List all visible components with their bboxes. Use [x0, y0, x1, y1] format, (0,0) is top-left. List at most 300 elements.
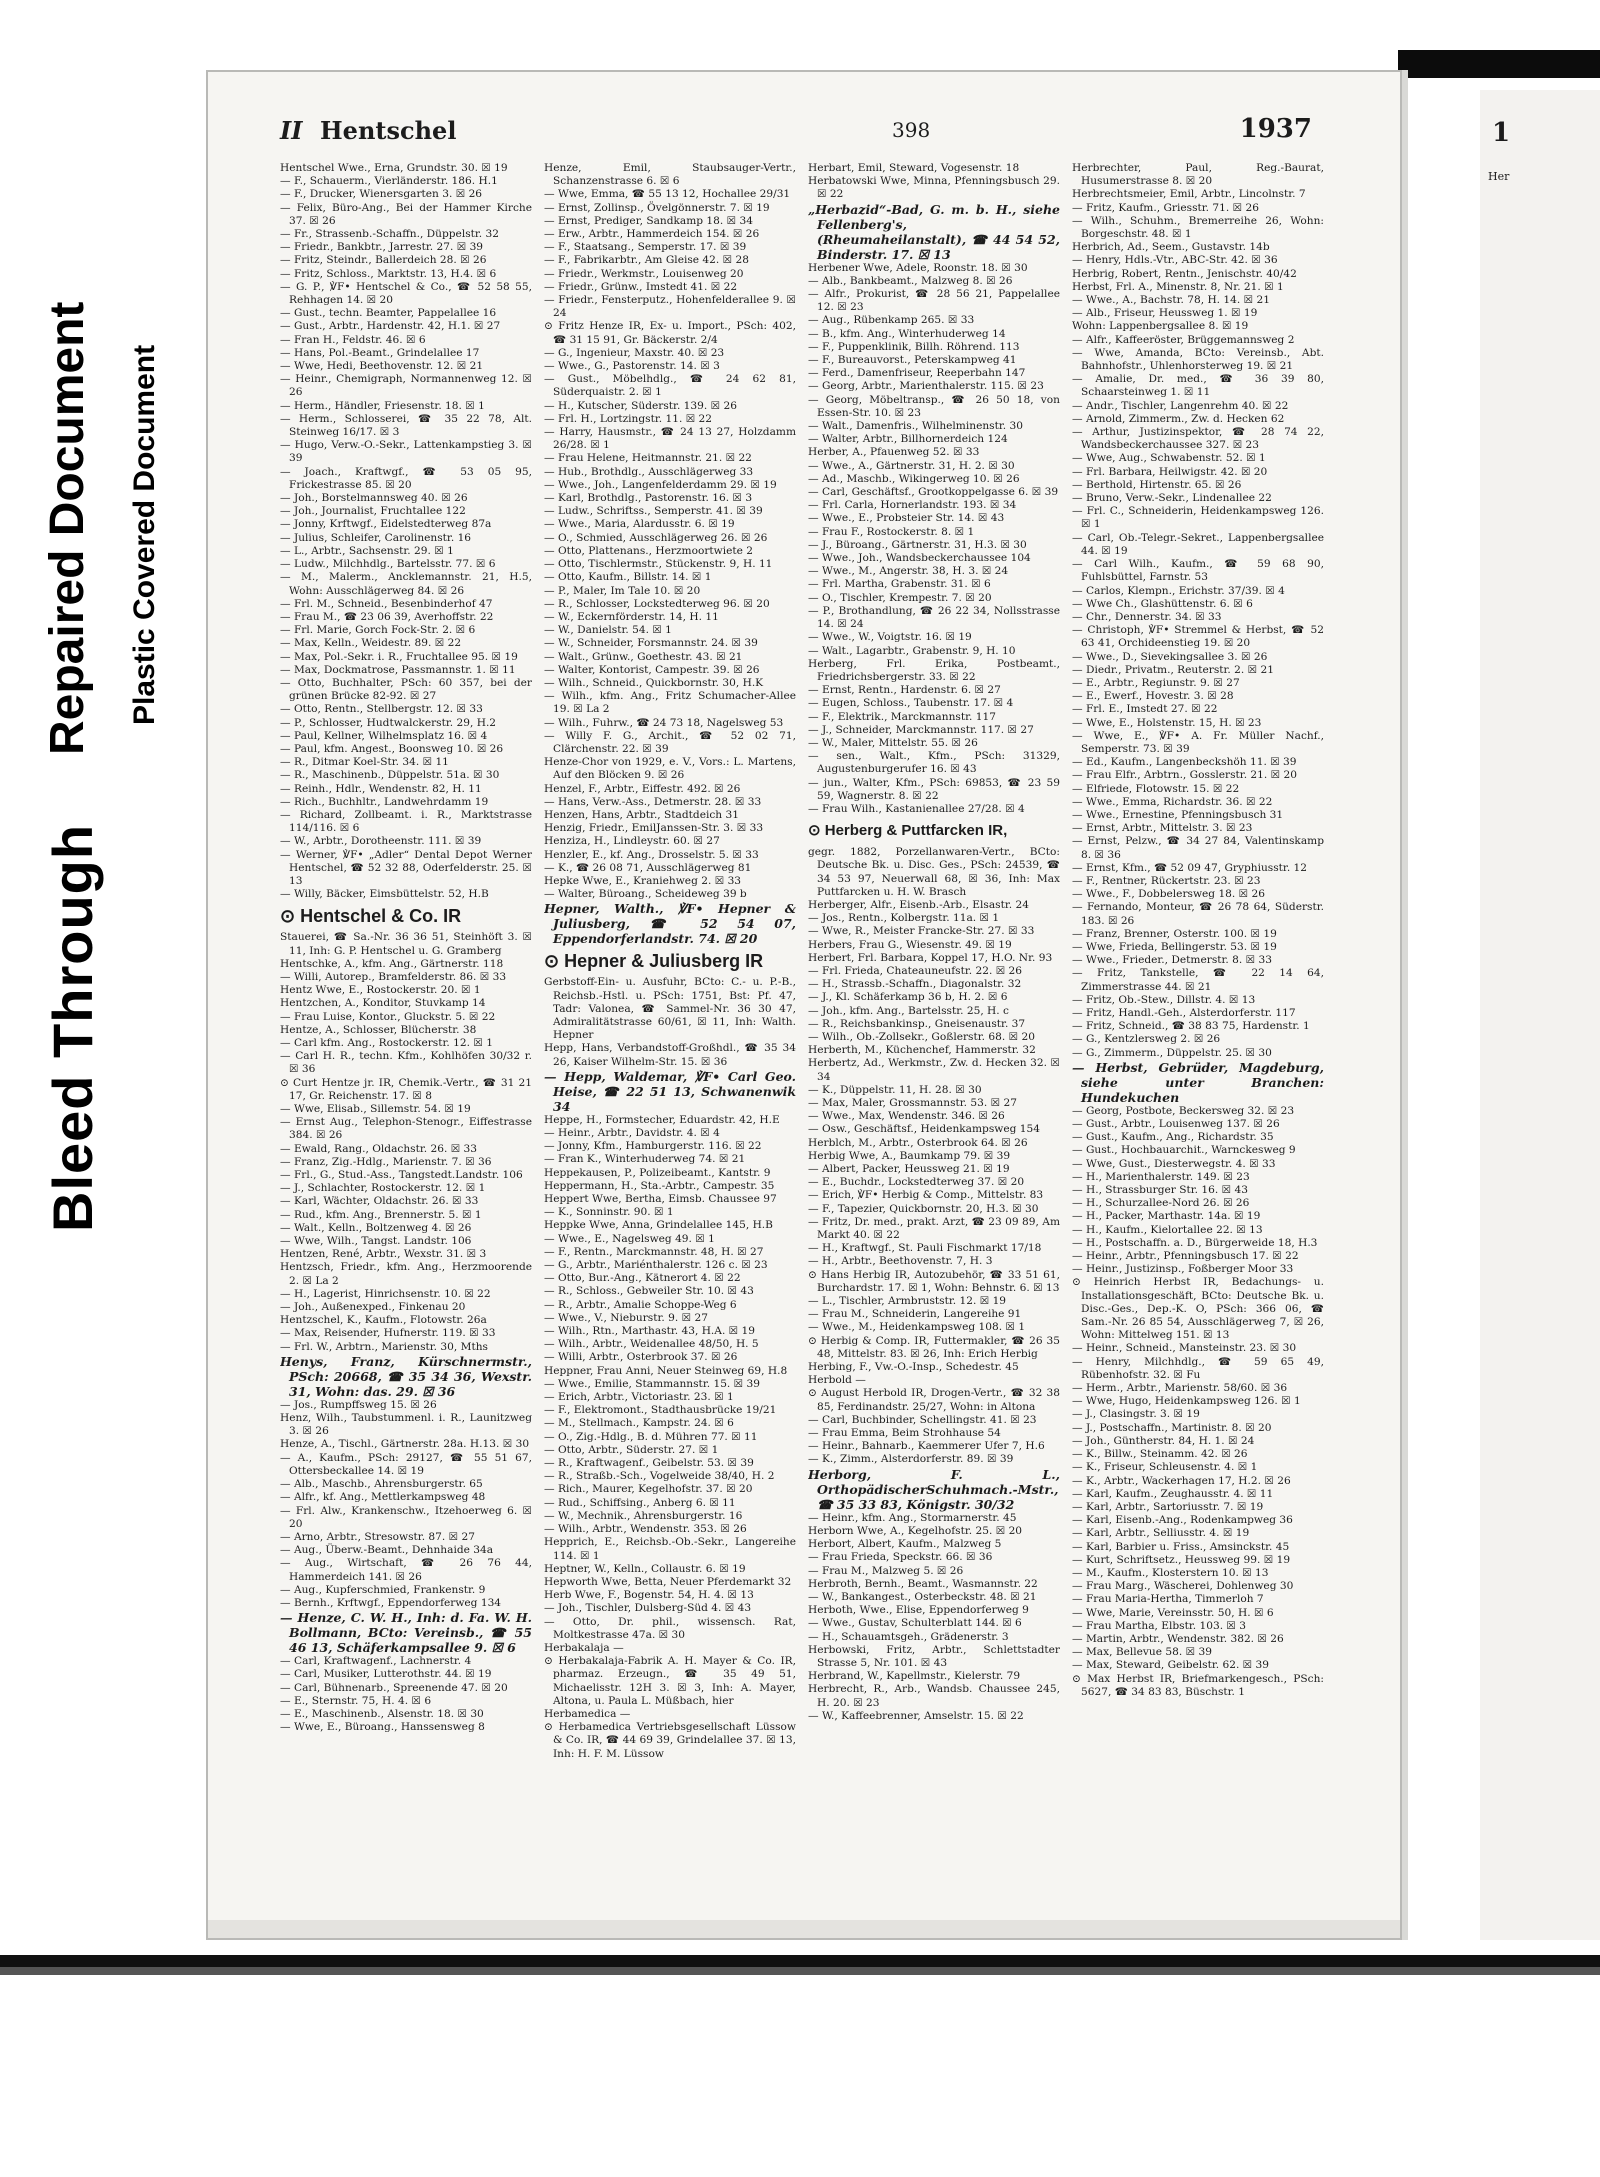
- directory-entry: ⊙ Max Herbst IR, Briefmarkengesch., PSch: 5627, ☎ 34 83 83, Büschstr. 1: [1072, 1672, 1324, 1698]
- directory-entry: Herbroth, Bernh., Beamt., Wasmannstr. 22: [808, 1577, 1038, 1590]
- directory-entry: — Georg, Möbeltransp., ☎ 26 50 18, von Essen-Str. 10. ☒ 23: [808, 393, 1060, 419]
- column-1: [280, 162, 532, 1912]
- next-page-fragment: Her: [1488, 170, 1510, 183]
- directory-entry: — Friedr., Grünw., Imstedt 41. ☒ 22: [544, 280, 738, 293]
- directory-entry: — Max, Dockmatrose, Passmannstr. 1. ☒ 11: [280, 663, 516, 676]
- directory-entry: — Wwe., M., Angerstr. 38, H. 3. ☒ 24: [808, 565, 1009, 578]
- directory-entry: Stauerei, ☎ Sa.-Nr. 36 36 51, Steinhöft 3. ☒ 11, Inh: G. P. Hentschel u. G. Gramberg: [280, 931, 532, 957]
- directory-entry: — H., Strassb.-Schaffn., Diagonalstr. 32: [808, 978, 1022, 991]
- directory-entry: Hentzschel, K., Kaufm., Flotowstr. 26a: [280, 1314, 487, 1327]
- directory-entry: — Wwe, Frieda, Bellingerstr. 53. ☒ 19: [1072, 940, 1277, 953]
- scan-bottom-shadow: [0, 1967, 1600, 1975]
- directory-entry: — R., Maschinenb., Düppelstr. 51a. ☒ 30: [280, 769, 500, 782]
- directory-entry: — W., Kaffeebrenner, Amselstr. 15. ☒ 22: [808, 1709, 1024, 1722]
- directory-entry: Henzler, E., kf. Ang., Drosselstr. 5. ☒ 33: [544, 848, 759, 861]
- directory-entry: — Alfr., Prokurist, ☎ 28 56 21, Pappelallee 12. ☒ 23: [808, 288, 1060, 314]
- directory-entry: — Ludw., Schriftss., Semperstr. 41. ☒ 39: [544, 505, 763, 518]
- directory-entry: — M., Stellmach., Kampstr. 24. ☒ 6: [544, 1417, 734, 1430]
- directory-entry: — H., Kraftwgf., St. Pauli Fischmarkt 17/18: [808, 1242, 1042, 1255]
- directory-entry: — Friedr., Bankbtr., Jarrestr. 27. ☒ 39: [280, 241, 484, 254]
- directory-entry: — Harry, Hausmstr., ☎ 24 13 27, Holzdamm 26/28. ☒ 1: [544, 426, 796, 452]
- directory-entry: — Julius, Schleifer, Carolinenstr. 16: [280, 531, 472, 544]
- directory-entry: — F., Rentn., Marckmannstr. 48, H. ☒ 27: [544, 1245, 764, 1258]
- directory-entry: — Otto, Arbtr., Süderstr. 27. ☒ 1: [544, 1443, 719, 1456]
- directory-entry: — Erich, ℣F• Herbig & Comp., Mittelstr. 83: [808, 1189, 1044, 1202]
- directory-entry: — Otto, Tischlermstr., Stückenstr. 9, H. 11: [544, 558, 773, 571]
- directory-entry: — Reinh., Hdlr., Wendenstr. 82, H. 11: [280, 782, 482, 795]
- directory-entry: — Max, Steward, Geibelstr. 62. ☒ 39: [1072, 1659, 1270, 1672]
- directory-entry: — Joach., Kraftwgf., ☎ 53 05 95, Frickestrasse 85. ☒ 20: [280, 465, 532, 491]
- directory-entry: — Heinr., kfm. Ang., Stormarnerstr. 45: [808, 1511, 1017, 1524]
- directory-entry: — Fernando, Monteur, ☎ 26 78 64, Süderstr. 183. ☒ 26: [1072, 901, 1324, 927]
- directory-entry: — Frl. Barbara, Heilwigstr. 42. ☒ 20: [1072, 465, 1268, 478]
- directory-entry: — P., Brothandlung, ☎ 26 22 34, Nollsstrasse 14. ☒ 24: [808, 604, 1060, 631]
- directory-entry: — Wwe., Maria, Alardusstr. 6. ☒ 19: [544, 518, 735, 531]
- directory-entry: — R., Reichsbankinsp., Gneisenaustr. 37: [808, 1017, 1026, 1030]
- directory-entry: — Herbst, Gebrüder, Magdeburg, siehe unter Branchen: Hundekuchen: [1072, 1059, 1324, 1105]
- directory-entry: Herbart, Emil, Steward, Vogesenstr. 18: [808, 162, 1020, 174]
- directory-entry: — H., Schurzallee-Nord 26. ☒ 26: [1072, 1197, 1250, 1210]
- directory-entry: — G. P., ℣F• Hentschel & Co., ☎ 52 58 55, Rehhagen 14. ☒ 20: [280, 280, 532, 307]
- directory-entry: — Wwe., Ernestine, Pfenningsbusch 31: [1072, 808, 1284, 821]
- directory-entry: Hentz Wwe, E., Rostockerstr. 20. ☒ 1: [280, 984, 481, 997]
- directory-entry: — Frau F., Rostockerstr. 8. ☒ 1: [808, 525, 975, 538]
- directory-entry: — F., Puppenklinik, Billh. Röhrend. 113: [808, 340, 1020, 353]
- scan-top-margin: [0, 0, 1600, 50]
- directory-entry: — Wwe., F., Dobbelersweg 18. ☒ 26: [1072, 888, 1265, 901]
- directory-entry: — Herm., Händler, Friesenstr. 18. ☒ 1: [280, 399, 485, 412]
- directory-entry: — Joh., Güntherstr. 84, H. 1. ☒ 24: [1072, 1434, 1255, 1447]
- directory-entry: — Frl. E., Imstedt 27. ☒ 22: [1072, 703, 1218, 716]
- directory-entry: — Alfr., kf. Ang., Mettlerkampsweg 48: [280, 1491, 486, 1504]
- directory-entry: — Ernst, Zollinsp., Övelgönnerstr. 7. ☒ 19: [544, 201, 770, 214]
- directory-entry: — Wwe., E., Nagelsweg 49. ☒ 1: [544, 1232, 715, 1245]
- directory-entry: — J., Schlachter, Rostockerstr. 12. ☒ 1: [280, 1182, 486, 1195]
- directory-entry: — jun., Walter, Kfm., PSch: 69853, ☎ 23 59 59, Wagnerstr. 8. ☒ 22: [808, 776, 1060, 802]
- directory-entry: — K., ☎ 26 08 71, Ausschlägerweg 81: [544, 861, 752, 874]
- directory-entry: Hepner, Walth., ℣F• Hepner & Juliusberg, ☎ 52 54 07, Eppendorferlandstr. 74. ☒ 20: [544, 901, 796, 947]
- directory-entry: — Otto, Kaufm., Billstr. 14. ☒ 1: [544, 571, 712, 584]
- directory-entry: — Hugo, Verw.-O.-Sekr., Lattenkampstieg 3. ☒ 39: [280, 439, 532, 465]
- directory-entry: — Wilh., Arbtr., Weidenallee 48/50, H. 5: [544, 1338, 759, 1351]
- directory-entry: — Rich., Buchhltr., Landwehrdamm 19: [280, 795, 489, 808]
- directory-entry: — H., Postschaffn. a. D., Bürgerweide 18, H.3: [1072, 1236, 1318, 1249]
- directory-entry: — R., Arbtr., Amalie Schoppe-Weg 6: [544, 1298, 737, 1311]
- directory-entry: — sen., Walt., Kfm., PSch: 31329, Augustenburgerufer 16. ☒ 43: [808, 750, 1060, 776]
- directory-entry: Herberth, M., Küchenchef, Hammerstr. 32: [808, 1044, 1036, 1057]
- directory-entry: — Aug., Wirtschaft, ☎ 26 76 44, Hammerdeich 141. ☒ 26: [280, 1557, 532, 1583]
- directory-entry: — Wwe., A., Gärtnerstr. 31, H. 2. ☒ 30: [808, 459, 1015, 472]
- directory-entry: — Ferd., Damenfriseur, Reeperbahn 147: [808, 367, 1026, 380]
- directory-entry: Henzig, Friedr., EmilJanssen-Str. 3. ☒ 33: [544, 822, 764, 835]
- directory-entry: — Wwe, Gust., Diesterwegstr. 4. ☒ 33: [1072, 1157, 1276, 1170]
- directory-entry: — Fritz, Schloss., Marktstr. 13, H.4. ☒ 6: [280, 267, 497, 280]
- directory-entry: — Max, Bellevue 58. ☒ 39: [1072, 1646, 1212, 1659]
- directory-entry: — Henry, Milchhdlg., ☎ 59 65 49, Rübenhofstr. 32. ☒ Fu: [1072, 1355, 1324, 1381]
- directory-entry: — F., Drucker, Wienersgarten 3. ☒ 26: [280, 188, 483, 201]
- directory-entry: — Walt., Lagarbtr., Grabenstr. 9, H. 10: [808, 644, 1016, 657]
- directory-entry: — Carl, Bühnenarb., Spreenende 47. ☒ 20: [280, 1681, 508, 1694]
- directory-entry: — K., Sonninstr. 90. ☒ 1: [544, 1206, 674, 1219]
- directory-entry: — R., Straßb.-Sch., Vogelweide 38/40, H. 2: [544, 1470, 775, 1483]
- directory-entry: — Paul, kfm. Angest., Boonsweg 10. ☒ 26: [280, 742, 504, 755]
- directory-entry: — Alb., Maschb., Ahrensburgerstr. 65: [280, 1478, 483, 1491]
- directory-entry: — Gust., techn. Beamter, Pappelallee 16: [280, 307, 497, 320]
- directory-entry: — Franz, Brenner, Osterstr. 100. ☒ 19: [1072, 927, 1277, 940]
- directory-entry: — Wwe, Marie, Vereinsstr. 50, H. ☒ 6: [1072, 1606, 1274, 1619]
- directory-entry: — Martin, Arbtr., Wendenstr. 382. ☒ 26: [1072, 1632, 1284, 1645]
- directory-entry: — F., Staatsang., Semperstr. 17. ☒ 39: [544, 241, 747, 254]
- directory-entry: — Wwe., V., Nieburstr. 9. ☒ 27: [544, 1311, 708, 1324]
- directory-entry: — Jonny, Kfm., Hamburgerstr. 116. ☒ 22: [544, 1140, 762, 1153]
- directory-entry: Heppke Wwe, Anna, Grindelallee 145, H.B: [544, 1219, 773, 1232]
- directory-entry: — E., Sternstr. 75, H. 4. ☒ 6: [280, 1694, 432, 1707]
- directory-entry: Heppert Wwe, Bertha, Eimsb. Chaussee 97: [544, 1193, 777, 1206]
- directory-entry: — Eugen, Schloss., Taubenstr. 17. ☒ 4: [808, 697, 1014, 710]
- directory-entry: ⊙ Hans Herbig IR, Autozubehör, ☎ 33 51 61, Burchardstr. 17. ☒ 1, Wohn: Behnstr. 6. ☒ 13: [808, 1268, 1060, 1294]
- directory-entry: — Arno, Arbtr., Stresowstr. 87. ☒ 27: [280, 1530, 475, 1543]
- directory-entry: — Fran K., Winterhuderweg 74. ☒ 21: [544, 1153, 746, 1166]
- directory-entry: — G., Arbtr., Mariénthalerstr. 126 c. ☒ 23: [544, 1259, 768, 1272]
- directory-entry: — W., Schneider, Forsmannstr. 24. ☒ 39: [544, 637, 758, 650]
- directory-entry: — Frl. Alw., Krankenschw., Itzehoerweg 6. ☒ 20: [280, 1504, 532, 1530]
- directory-entry: — Andr., Tischler, Langenrehm 40. ☒ 22: [1072, 399, 1289, 412]
- directory-entry: — E., Arbtr., Regiunstr. 9. ☒ 27: [1072, 676, 1240, 689]
- directory-entry: — Osw., Geschäftsf., Heidenkampsweg 154: [808, 1123, 1040, 1136]
- directory-entry: — Frau Wilh., Kastanienallee 27/28. ☒ 4: [808, 802, 1025, 815]
- directory-entry: — Bruno, Verw.-Sekr., Lindenallee 22: [1072, 492, 1272, 505]
- directory-entry: — F., Elektromont., Stadthausbrücke 19/21: [544, 1404, 777, 1417]
- directory-entry: — Frau Maria-Hertha, Timmerloh 7: [1072, 1593, 1264, 1606]
- directory-entry: — Alb., Friseur, Heussweg 1. ☒ 19: [1072, 307, 1258, 320]
- directory-entry: Heppermann, H., Sta.-Arbtr., Campestr. 35: [544, 1179, 775, 1192]
- directory-entry: — Carlos, Klempn., Erichstr. 37/39. ☒ 4: [1072, 584, 1285, 597]
- directory-entry: — Wilh., Ob.-Zollsekr., Goßlerstr. 68. ☒ 20: [808, 1030, 1035, 1043]
- directory-entry: ⊙ Hentschel & Co. IR: [280, 906, 462, 927]
- directory-entry: — Henze, C. W. H., Inh: d. Fa. W. H. Bollmann, BCto: Vereinsb., ☎ 55 46 13, Schäferkampsallee 9. ☒ 6: [280, 1610, 532, 1656]
- directory-entry: — Karl, Kaufm., Zeughausstr. 4. ☒ 11: [1072, 1487, 1274, 1500]
- directory-entry: Herbener Wwe, Adele, Roonstr. 18. ☒ 30: [808, 261, 1028, 274]
- directory-entry: — O., Zig.-Hdlg., B. d. Mühren 77. ☒ 11: [544, 1430, 758, 1443]
- directory-entry: — J., Büroang., Gärtnerstr. 31, H.3. ☒ 30: [808, 538, 1027, 551]
- directory-entry: — F., Schauerm., Vierländerstr. 186. H.1: [280, 175, 498, 188]
- directory-entry: — Wwe, Emma, ☎ 55 13 12, Hochallee 29/31: [544, 188, 791, 201]
- directory-entry: ⊙ Herberg & Puttfarcken IR,: [808, 822, 1008, 840]
- directory-entry: — F., Tapezier, Quickbornstr. 20, H.3. ☒ 30: [808, 1202, 1039, 1215]
- directory-entry: — Karl, Arbtr., Sartoriusstr. 7. ☒ 19: [1072, 1500, 1264, 1513]
- directory-entry: — Carl Wilh., Kaufm., ☎ 59 68 90, Fuhlsbüttel, Farnstr. 53: [1072, 558, 1324, 584]
- directory-entry: — Heinr., Schneid., Mansteinstr. 23. ☒ 30: [1072, 1342, 1297, 1355]
- directory-entry: — Alfr., Kaffeeröster, Brüggemannsweg 2: [1072, 333, 1295, 346]
- directory-entry: — F., Bureauvorst., Peterskampweg 41: [808, 354, 1017, 367]
- directory-entry: Wohn: Lappenbergsallee 8. ☒ 19: [1072, 320, 1249, 333]
- directory-entry: ⊙ Herbig & Comp. IR, Futtermakler, ☎ 26 35 48, Mittelstr. 83. ☒ 26, Inh: Erich Herbig: [808, 1334, 1060, 1360]
- directory-entry: — E., Maschinenb., Alsenstr. 18. ☒ 30: [280, 1707, 484, 1720]
- directory-entry: — H., Arbtr., Beethovenstr. 7, H. 3: [808, 1255, 993, 1268]
- directory-entry: — Carl, Buchbinder, Schellingstr. 41. ☒ 23: [808, 1413, 1037, 1426]
- directory-entry: Herbort, Albert, Kaufm., Malzweg 5: [808, 1538, 1002, 1551]
- directory-entry: — Wilh., kfm. Ang., Fritz Schumacher-Allee 19. ☒ La 2: [544, 690, 796, 716]
- directory-entry: — Willi, Arbtr., Osterbrook 37. ☒ 26: [544, 1351, 738, 1364]
- directory-entry: Herbrecht, R., Arb., Wandsb. Chaussee 245, H. 20. ☒ 23: [808, 1683, 1060, 1709]
- directory-entry: — Wwe., Emilie, Stammannstr. 15. ☒ 39: [544, 1377, 761, 1390]
- directory-entry: Herbing, F., Vw.-O.-Insp., Schedestr. 45: [808, 1361, 1019, 1374]
- directory-entry: — Walt., Kelln., Boltzenweg 4. ☒ 26: [280, 1221, 472, 1234]
- directory-entry: Henz, Wilh., Taubstummenl. i. R., Launitzweg 3. ☒ 26: [280, 1412, 532, 1438]
- directory-entry: — Christoph, ℣F• Stremmel & Herbst, ☎ 52 63 41, Orchideenstieg 19. ☒ 20: [1072, 624, 1324, 650]
- directory-entry: Hepworth Wwe, Betta, Neuer Pferdemarkt 32: [544, 1575, 792, 1588]
- directory-entry: — Ed., Kaufm., Langenbeckshöh 11. ☒ 39: [1072, 756, 1297, 769]
- directory-entry: — Joh., Außenexped., Finkenau 20: [280, 1301, 466, 1314]
- directory-entry: — Frl. H., Lortzingstr. 11. ☒ 22: [544, 412, 713, 425]
- directory-entry: — Otto, Plattenans., Herzmoortwiete 2: [544, 544, 754, 557]
- directory-entry: — Carl, Ob.-Telegr.-Sekret., Lappenbergsallee 44. ☒ 19: [1072, 531, 1324, 557]
- directory-entry: — Wwe., W., Voigtstr. 16. ☒ 19: [808, 631, 972, 644]
- directory-entry: — H., Strassburger Str. 16. ☒ 43: [1072, 1184, 1248, 1197]
- directory-entry: — R., Schlosser, Lockstedterweg 96. ☒ 20: [544, 597, 770, 610]
- directory-entry: — Wwe, Amanda, BCto: Vereinsb., Abt. Bahnhofstr., Uhlenhorsterweg 19. ☒ 21: [1072, 346, 1324, 373]
- directory-entry: — Bernh., Krftwgf., Eppendorferweg 134: [280, 1596, 502, 1609]
- directory-entry: — F., Fabrikarbtr., Am Gleise 42. ☒ 28: [544, 254, 749, 267]
- directory-entry: — Frl. C., Schneiderin, Heidenkampsweg 126. ☒ 1: [1072, 505, 1324, 531]
- directory-entry: — W., Eckernförderstr. 14, H. 11: [544, 610, 719, 623]
- directory-entry: — J., Postschaffn., Martinistr. 8. ☒ 20: [1072, 1421, 1272, 1434]
- directory-entry: Gerbstoff-Ein- u. Ausfuhr, BCto: C.- u. P.-B., Reichsb.-Hstl. u. PSch: 1751, Bst: Pf. 47, Tadr: Valonea, ☎ Sammel-Nr. 36 30 47, Admiralitätstrasse 60/61, ☒ 11, Inh: Walth. Hepner: [544, 976, 796, 1042]
- directory-entry: Herberg, Frl. Erika, Postbeamt., Friedrichsbergerstr. 33. ☒ 22: [808, 657, 1060, 683]
- directory-entry: — Gust., Arbtr., Louisenweg 137. ☒ 26: [1072, 1118, 1280, 1131]
- directory-entry: — H., Marienthalerstr. 149. ☒ 23: [1072, 1170, 1250, 1183]
- directory-entry: — J., Kl. Schäferkamp 36 b, H. 2. ☒ 6: [808, 991, 1008, 1004]
- directory-entry: — Chr., Dennerstr. 34. ☒ 33: [1072, 610, 1222, 623]
- directory-entry: — Rich., Maurer, Kegelhofstr. 37. ☒ 20: [544, 1483, 753, 1496]
- directory-entry: — Heinr., Arbtr., Davidstr. 4. ☒ 4: [544, 1127, 720, 1139]
- directory-entry: Herborn Wwe, A., Kegelhofstr. 25. ☒ 20: [808, 1524, 1023, 1537]
- directory-entry: Hentschel Wwe., Erna, Grundstr. 30. ☒ 19: [280, 162, 508, 174]
- directory-entry: — H., Lagerist, Hinrichsenstr. 10. ☒ 22: [280, 1287, 491, 1300]
- directory-entry: Hentschke, A., kfm. Ang., Gärtnerstr. 118: [280, 957, 504, 970]
- label-plastic-covered: Plastic Covered Document: [128, 344, 161, 725]
- directory-entry: — K., Düppelstr. 11, H. 28. ☒ 30: [808, 1083, 982, 1096]
- directory-entry: — Hub., Brothdlg., Ausschlägerweg 33: [544, 465, 754, 478]
- directory-entry: Henzel, F., Arbtr., Eiffestr. 492. ☒ 26: [544, 782, 741, 795]
- directory-entry: Hepprich, E., Reichsb.-Ob.-Sekr., Langereihe 114. ☒ 1: [544, 1536, 796, 1562]
- directory-entry: — E., Ewerf., Hovestr. 3. ☒ 28: [1072, 690, 1234, 703]
- directory-entry: Herbig Wwe, A., Baumkamp 79. ☒ 39: [808, 1149, 1011, 1162]
- directory-entry: — Wwe, Hedi, Beethovenstr. 12. ☒ 21: [280, 360, 484, 373]
- directory-entry: ⊙ Curt Hentze jr. IR, Chemik.-Vertr., ☎ 31 21 17, Gr. Reichenstr. 17. ☒ 8: [280, 1076, 532, 1102]
- directory-entry: — Frau Luise, Kontor., Gluckstr. 5. ☒ 22: [280, 1010, 496, 1023]
- directory-entry: ⊙ Fritz Henze IR, Ex- u. Import., PSch: 402, ☎ 31 15 91, Gr. Bäckerstr. 2/4: [544, 320, 796, 346]
- directory-entry: — Wilh., Rtn., Marthastr. 43, H.A. ☒ 19: [544, 1325, 756, 1338]
- directory-entry: — Fritz, Handl.-Geh., Alsterdorferstr. 117: [1072, 1007, 1296, 1019]
- directory-entry: — Wwe, Wilh., Tangst. Landstr. 106: [280, 1235, 472, 1248]
- directory-entry: Heptner, W., Kelln., Collaustr. 6. ☒ 19: [544, 1562, 746, 1575]
- directory-entry: — Hepp, Waldemar, ℣F• Carl Geo. Heise, ☎ 22 51 13, Schwanenwik 34: [544, 1068, 796, 1114]
- directory-entry: Herboth, Wwe., Elise, Eppendorferweg 9: [808, 1604, 1029, 1617]
- column-4: [1072, 162, 1324, 1912]
- directory-entry: — Frau M., Malzweg 5. ☒ 26: [808, 1564, 964, 1577]
- directory-entry: — Frl. Martha, Grabenstr. 31. ☒ 6: [808, 578, 991, 591]
- directory-entry: — Herm., Arbtr., Marienstr. 58/60. ☒ 36: [1072, 1382, 1288, 1395]
- directory-entry: — Frl. M., Schneid., Besenbinderhof 47: [280, 597, 493, 610]
- page-header: [280, 112, 1312, 152]
- directory-entry: — Aug., Kupferschmied, Frankenstr. 9: [280, 1583, 486, 1596]
- directory-entry: — Arthur, Justizinspektor, ☎ 28 74 22, Wandsbeckerchaussee 327. ☒ 23: [1072, 426, 1324, 452]
- directory-entry: Herb Wwe, F., Bogenstr. 54, H. 4. ☒ 13: [544, 1589, 754, 1602]
- directory-entry: Herbrig, Robert, Rentn., Jenischstr. 40/42: [1072, 267, 1297, 280]
- directory-entry: — Paul, Kellner, Wilhelmsplatz 16. ☒ 4: [280, 729, 488, 742]
- directory-entry: — W., Bankangest., Osterbeckstr. 48. ☒ 21: [808, 1590, 1037, 1603]
- directory-entry: — Aug., Überw.-Beamt., Dehnhaide 34a: [280, 1544, 494, 1557]
- directory-entry: — Fr., Strassenb.-Schaffn., Düppelstr. 32: [280, 228, 500, 241]
- directory-entry: „Herbazid“-Bad, G. m. b. H., siehe Fellenberg's, (Rheumaheilanstalt), ☎ 44 54 52, Binderstr. 17. ☒ 13: [808, 201, 1060, 262]
- next-page-year: 1: [1492, 118, 1511, 148]
- directory-entry: — Frau Elfr., Arbtrn., Gosslerstr. 21. ☒ 20: [1072, 769, 1297, 782]
- directory-entry: — Ad., Maschb., Wikingerweg 10. ☒ 26: [808, 472, 1020, 485]
- directory-entry: Herbers, Frau G., Wiesenstr. 49. ☒ 19: [808, 938, 1012, 951]
- header-volume: II: [280, 116, 303, 145]
- header-year: 1937: [1239, 114, 1312, 144]
- directory-entry: — Diedr., Privatm., Reuterstr. 2. ☒ 21: [1072, 663, 1274, 676]
- directory-entry: — Fritz, Steindr., Ballerdeich 28. ☒ 26: [280, 254, 487, 267]
- directory-entry: — K., Arbtr., Wackerhagen 17, H.2. ☒ 26: [1072, 1474, 1291, 1487]
- directory-entry: — G., Kentzlersweg 2. ☒ 26: [1072, 1033, 1221, 1046]
- directory-entry: — Walter, Büroang., Scheideweg 39 b: [544, 888, 747, 901]
- directory-entry: Henze, A., Tischl., Gärtnerstr. 28a. H.13. ☒ 30: [280, 1438, 530, 1451]
- directory-entry: — Walt., Damenfris., Wilhelminenstr. 30: [808, 420, 1023, 433]
- directory-entry: — Willy F. G., Archit., ☎ 52 02 71, Clärchenstr. 22. ☒ 39: [544, 729, 796, 755]
- entry-columns: [280, 162, 1322, 1922]
- directory-entry: — Ernst, Pelzw., ☎ 34 27 84, Valentinskamp 8. ☒ 36: [1072, 835, 1324, 861]
- directory-entry: — Frau Marg., Wäscherei, Dohlenweg 30: [1072, 1580, 1294, 1593]
- column-2: [544, 162, 796, 1912]
- directory-entry: Hentzen, René, Arbtr., Wexstr. 31. ☒ 3: [280, 1248, 487, 1261]
- directory-entry: — Max, Reisender, Hufnerstr. 119. ☒ 33: [280, 1327, 496, 1340]
- directory-entry: — Henry, Hdls.-Vtr., ABC-Str. 42. ☒ 36: [1072, 254, 1278, 267]
- directory-entry: — P., Maler, Im Tale 10. ☒ 20: [544, 584, 701, 597]
- directory-entry: — Carl H. R., techn. Kfm., Kohlhöfen 30/32 r. ☒ 36: [280, 1050, 532, 1076]
- directory-entry: — G., Zimmerm., Düppelstr. 25. ☒ 30: [1072, 1046, 1272, 1059]
- directory-entry: — Fritz, Kaufm., Griesstr. 71. ☒ 26: [1072, 201, 1259, 214]
- directory-entry: — Fritz, Schneid., ☎ 38 83 75, Hardenstr. 1: [1072, 1020, 1310, 1033]
- directory-entry: — Wwe., D., Sievekingsallee 3. ☒ 26: [1072, 650, 1268, 663]
- directory-entry: — Max, Pol.-Sekr. i. R., Fruchtallee 95. ☒ 19: [280, 650, 518, 663]
- directory-entry: — P., Schlosser, Hudtwalckerstr. 29, H.2: [280, 716, 497, 729]
- next-page-edge: [1480, 90, 1600, 1940]
- directory-entry: — Joh., Borstelmannsweg 40. ☒ 26: [280, 492, 468, 505]
- directory-entry: — G., Ingenieur, Maxstr. 40. ☒ 23: [544, 346, 725, 359]
- directory-entry: ⊙ Herbamedica Vertriebsgesellschaft Lüssow & Co. IR, ☎ 44 69 39, Grindelallee 37. ☒ 13, Inh: H. F. M. Lüssow: [544, 1721, 796, 1760]
- label-repaired-document: Repaired Document: [41, 301, 94, 755]
- directory-entry: — Ernst, Arbtr., Mittelstr. 3. ☒ 23: [1072, 822, 1253, 835]
- directory-entry: — Wwe., Frieder., Detmerstr. 8. ☒ 33: [1072, 954, 1272, 967]
- directory-entry: — E., Buchdr., Lockstedterweg 37. ☒ 20: [808, 1176, 1025, 1189]
- directory-entry: — M., Malerm., Ancklemannstr. 21, H.5, Wohn: Ausschlägerweg 84. ☒ 26: [280, 571, 532, 597]
- directory-entry: — Friedr., Werkmstr., Louisenweg 20: [544, 267, 744, 280]
- directory-entry: — Wwe., M., Heidenkampsweg 108. ☒ 1: [808, 1321, 1026, 1334]
- page-number: 398: [892, 118, 931, 142]
- directory-entry: — Frl. Carla, Hornerlandstr. 193. ☒ 34: [808, 499, 1017, 512]
- directory-entry: — Ernst, Kfm., ☎ 52 09 47, Gryphiusstr. 12: [1072, 861, 1308, 874]
- directory-entry: — Wwe, E., ℣F• A. Fr. Müller Nachf., Semperstr. 73. ☒ 39: [1072, 729, 1324, 755]
- directory-entry: — Gust., Möbelhdlg., ☎ 24 62 81, Süderquaistr. 2. ☒ 1: [544, 373, 796, 399]
- column-3: [808, 162, 1060, 1912]
- directory-entry: ⊙ Hepner & Juliusberg IR: [544, 951, 764, 972]
- directory-entry: — Frau Frieda, Speckstr. 66. ☒ 36: [808, 1551, 993, 1564]
- directory-entry: Heppner, Frau Anni, Neuer Steinweg 69, H.8: [544, 1364, 788, 1377]
- directory-entry: — Walter, Kontorist, Campestr. 39. ☒ 26: [544, 663, 760, 676]
- directory-entry: — Heinr., Arbtr., Pfenningsbusch 17. ☒ 22: [1072, 1250, 1299, 1263]
- directory-entry: — Albert, Packer, Heussweg 21. ☒ 19: [808, 1163, 1010, 1176]
- directory-entry: — Wwe., A., Bachstr. 78, H. 14. ☒ 21: [1072, 294, 1270, 307]
- directory-entry: — O., Schmied, Ausschlägerweg 26. ☒ 26: [544, 531, 768, 544]
- directory-entry: Herbamedica —: [544, 1707, 631, 1720]
- directory-entry: — Heinr., Justizinsp., Foßberger Moor 33: [1072, 1263, 1294, 1276]
- directory-entry: — Arnold, Zimmerm., Zw. d. Hecken 62: [1072, 412, 1285, 425]
- directory-entry: Herbrechtsmeier, Emil, Arbtr., Lincolnstr. 7: [1072, 188, 1306, 201]
- directory-entry: — Wwe, Aug., Schwabenstr. 52. ☒ 1: [1072, 452, 1266, 465]
- directory-entry: Herber, A., Pfauenweg 52. ☒ 33: [808, 446, 980, 459]
- directory-entry: — L., Tischler, Armbruststr. 12. ☒ 19: [808, 1295, 1007, 1308]
- directory-entry: — R., Kraftwagenf., Geibelstr. 53. ☒ 39: [544, 1457, 754, 1470]
- directory-entry: Hepp, Hans, Verbandstoff-Großhdl., ☎ 35 34 26, Kaiser Wilhelm-Str. 15. ☒ 36: [544, 1042, 796, 1068]
- directory-entry: — Walter, Arbtr., Billhornerdeich 124: [808, 433, 1008, 446]
- directory-entry: — Erich, Arbtr., Victoriastr. 23. ☒ 1: [544, 1391, 734, 1404]
- directory-entry: — Georg, Arbtr., Marienthalerstr. 115. ☒ 23: [808, 380, 1044, 393]
- directory-entry: — Heinr., Bahnarb., Kaemmerer Ufer 7, H.6: [808, 1440, 1045, 1453]
- directory-entry: — J., Schneider, Marckmannstr. 117. ☒ 27: [808, 723, 1034, 736]
- directory-entry: Herbatowski Wwe, Minna, Pfenningsbusch 29. ☒ 22: [808, 175, 1060, 201]
- directory-entry: — F., Rentner, Rückertstr. 23. ☒ 23: [1072, 874, 1261, 887]
- directory-entry: — Carl, Geschäftsf., Grootkoppelgasse 6. ☒ 39: [808, 486, 1059, 499]
- directory-entry: — H., Kaufm., Kielortallee 22. ☒ 13: [1072, 1223, 1263, 1236]
- directory-entry: — Frau M., Schneiderin, Langereihe 91: [808, 1308, 1022, 1321]
- directory-entry: — Carl, Musiker, Lutterothstr. 44. ☒ 19: [280, 1668, 492, 1681]
- directory-entry: — Jonny, Krftwgf., Eidelstedterweg 87a: [280, 518, 492, 531]
- directory-entry: — Joh., Tischler, Dulsberg-Süd 4. ☒ 43: [544, 1602, 752, 1615]
- directory-entry: — R., Ditmar Koel-Str. 34. ☒ 11: [280, 756, 449, 769]
- directory-entry: — Frl., G., Stud.-Ass., Tangstedt.Landstr. 106: [280, 1169, 523, 1182]
- directory-entry: — Max, Kelln., Weidestr. 89. ☒ 22: [280, 637, 462, 650]
- directory-entry: — Rud., kfm. Ang., Brennerstr. 5. ☒ 1: [280, 1208, 482, 1221]
- directory-entry: Henzen, Hans, Arbtr., Stadtdeich 31: [544, 808, 739, 821]
- directory-entry: — Herm., Schlosserei, ☎ 35 22 78, Alt. Steinweg 16/17. ☒ 3: [280, 412, 532, 439]
- directory-entry: — Frl. W., Arbtrn., Marienstr. 30, Mths: [280, 1340, 488, 1353]
- directory-entry: — Wwe., Joh., Langenfelderdamm 29. ☒ 19: [544, 478, 777, 491]
- directory-entry: — W., Arbtr., Dorotheenstr. 111. ☒ 39: [280, 835, 482, 848]
- directory-entry: Herbold —: [808, 1374, 866, 1387]
- directory-entry: Heppe, H., Formstecher, Eduardstr. 42, H.E: [544, 1113, 780, 1126]
- directory-entry: — L., Arbtr., Sachsenstr. 29. ☒ 1: [280, 544, 454, 557]
- directory-entry: Herbrich, Ad., Seem., Gustavstr. 14b: [1072, 241, 1270, 254]
- directory-entry: — B., kfm. Ang., Winterhuderweg 14: [808, 327, 1006, 340]
- directory-entry: — Karl, Barbier u. Friss., Amsinckstr. 45: [1072, 1540, 1290, 1553]
- directory-entry: — Wilh., Fuhrw., ☎ 24 73 18, Nagelsweg 53: [544, 716, 784, 729]
- directory-entry: — Richard, Zollbeamt. i. R., Marktstrasse 114/116. ☒ 6: [280, 808, 532, 835]
- directory-entry: — K., Zimm., Alsterdorferstr. 89. ☒ 39: [808, 1453, 1014, 1466]
- directory-entry: — Willi, Autorep., Bramfelderstr. 86. ☒ 33: [280, 970, 507, 983]
- directory-entry: — Alb., Bankbeamt., Malzweg 8. ☒ 26: [808, 274, 1013, 287]
- directory-entry: Heppekausen, P., Polizeibeamt., Kantstr. 9: [544, 1166, 771, 1179]
- directory-entry: — J., Clasingstr. 3. ☒ 19: [1072, 1408, 1200, 1421]
- directory-entry: — Gust., Kaufm., Ang., Richardstr. 35: [1072, 1131, 1274, 1144]
- directory-entry: — Frl. Marie, Gorch Fock-Str. 2. ☒ 6: [280, 624, 476, 637]
- directory-entry: — Frau Martha, Elbstr. 103. ☒ 3: [1072, 1619, 1247, 1632]
- directory-entry: Hentze, A., Schlosser, Blücherstr. 38: [280, 1023, 477, 1036]
- directory-entry: — Georg, Postbote, Beckersweg 32. ☒ 23: [1072, 1104, 1295, 1117]
- directory-entry: Henze, Emil, Staubsauger-Vertr., Schanzenstrasse 6. ☒ 6: [544, 162, 796, 188]
- directory-entry: Herbakalaja —: [544, 1641, 624, 1654]
